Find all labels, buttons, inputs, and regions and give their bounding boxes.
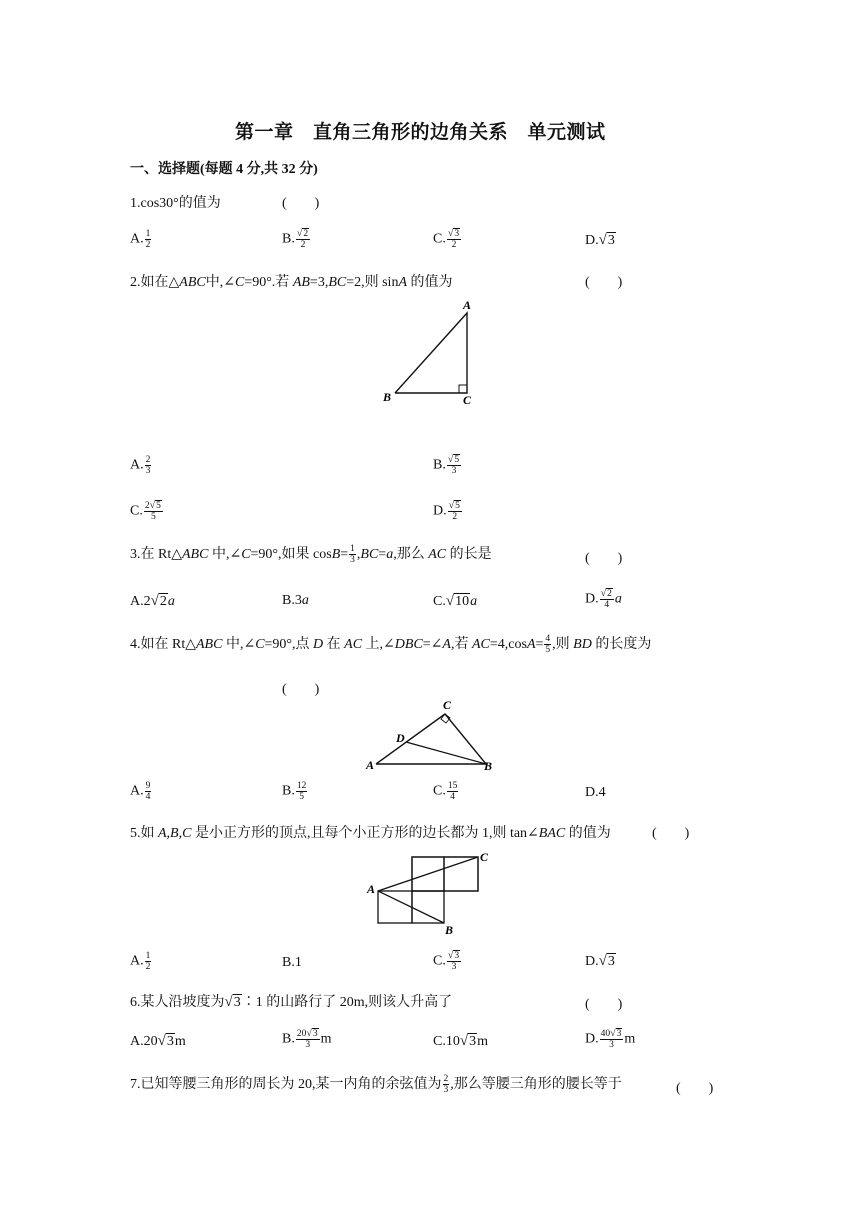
q6-stem: 6.某人沿坡度为√3∶1 的山路行了 20m,则该人升高了 xyxy=(130,994,453,1010)
q4-answer-paren: ( ) xyxy=(282,682,320,697)
q1-answer-paren: ( ) xyxy=(282,196,320,211)
q2-option-b: B. $\frac{√5}{3}$ xyxy=(433,454,460,476)
q6-option-b: B. $\frac{20√3}{3}$ m xyxy=(282,1028,332,1050)
q4-triangle-figure xyxy=(362,697,502,775)
q1-option-c: C. $\frac{√3}{2}$ xyxy=(433,228,460,250)
q4-stem: 4.如在 Rt△ABC 中,∠C=90°,点 D 在 AC 上,∠DBC=∠A,若 AC=4,cosA= $\frac{4}{5}$ ,则 BD 的长度为 xyxy=(130,634,652,656)
q3-stem: 3.在 Rt△ABC 中,∠C=90°,如果 cosB= $\frac{1}{3}$ ,BC=a,那么 AC 的长是 xyxy=(130,544,492,566)
q6-option-c: C.10√3m xyxy=(433,1033,488,1049)
q3-option-d: D. $\frac{√2}{4}$ a xyxy=(585,588,622,610)
q7-answer-paren: ( ) xyxy=(676,1081,714,1096)
q5-grid-figure xyxy=(365,845,495,937)
q5-stem: 5.如 A,B,C 是小正方形的顶点,且每个小正方形的边长都为 1,则 tan∠BAC 的值为 xyxy=(130,826,611,841)
q4-option-c: C. $\frac{15}{4}$ xyxy=(433,781,458,802)
q5-answer-paren: ( ) xyxy=(652,826,690,841)
q6-option-a: A.20√3m xyxy=(130,1033,186,1049)
q6-answer-paren: ( ) xyxy=(585,997,623,1012)
q7-stem: 7.已知等腰三角形的周长为 20,某一内角的余弦值为 $\frac{2}{3}$ ,那么等腰三角形的腰长等于 xyxy=(130,1074,622,1096)
q5-label-c: C xyxy=(480,850,489,864)
q4-label-d: D xyxy=(396,731,405,745)
q1-option-b: B. $\frac{√2}{2}$ xyxy=(282,228,309,250)
q4-label-c: C xyxy=(443,698,452,712)
section-heading: 一、选择题(每题 4 分,共 32 分) xyxy=(130,162,318,177)
q4-option-d: D.4 xyxy=(585,785,606,800)
q2-triangle-figure xyxy=(375,295,485,410)
q2-stem: 2.如在△ABC中,∠C=90°.若 AB=3,BC=2,则 sinA 的值为 xyxy=(130,275,453,290)
q2-label-a: A xyxy=(463,298,472,312)
q4-option-b: B. $\frac{12}{5}$ xyxy=(282,781,307,802)
q5-label-a: A xyxy=(367,882,376,896)
page-title: 第一章 直角三角形的边角关系 单元测试 xyxy=(235,122,606,143)
q3-option-a: A.2√2a xyxy=(130,593,175,609)
q1-stem: 1.cos30°的值为 xyxy=(130,196,221,211)
q5-option-a: A. $\frac{1}{2}$ xyxy=(130,951,151,972)
q1-option-a: A. $\frac{1}{2}$ xyxy=(130,229,151,250)
q5-option-d: D.√3 xyxy=(585,953,615,969)
q5-option-c: C. $\frac{√3}{3}$ xyxy=(433,950,460,972)
q4-label-a: A xyxy=(366,758,375,772)
q2-option-d: D. $\frac{√5}{2}$ xyxy=(433,500,460,522)
q3-option-c: C.√10a xyxy=(433,593,478,609)
q2-option-c: C. $\frac{2√5}{5}$ xyxy=(130,500,161,522)
q2-label-b: B xyxy=(383,390,392,404)
q4-label-b: B xyxy=(484,759,493,773)
q2-answer-paren: ( ) xyxy=(585,275,623,290)
q5-label-b: B xyxy=(445,923,454,937)
q2-label-c: C xyxy=(463,393,472,407)
q3-answer-paren: ( ) xyxy=(585,551,623,566)
q5-option-b: B.1 xyxy=(282,955,302,970)
q6-option-d: D. $\frac{40√3}{3}$ m xyxy=(585,1028,636,1050)
q4-option-a: A. $\frac{9}{4}$ xyxy=(130,781,151,802)
q3-option-b: B.3a xyxy=(282,593,309,608)
q2-option-a: A. $\frac{2}{3}$ xyxy=(130,455,151,476)
q1-option-d: D.√3 xyxy=(585,232,615,248)
